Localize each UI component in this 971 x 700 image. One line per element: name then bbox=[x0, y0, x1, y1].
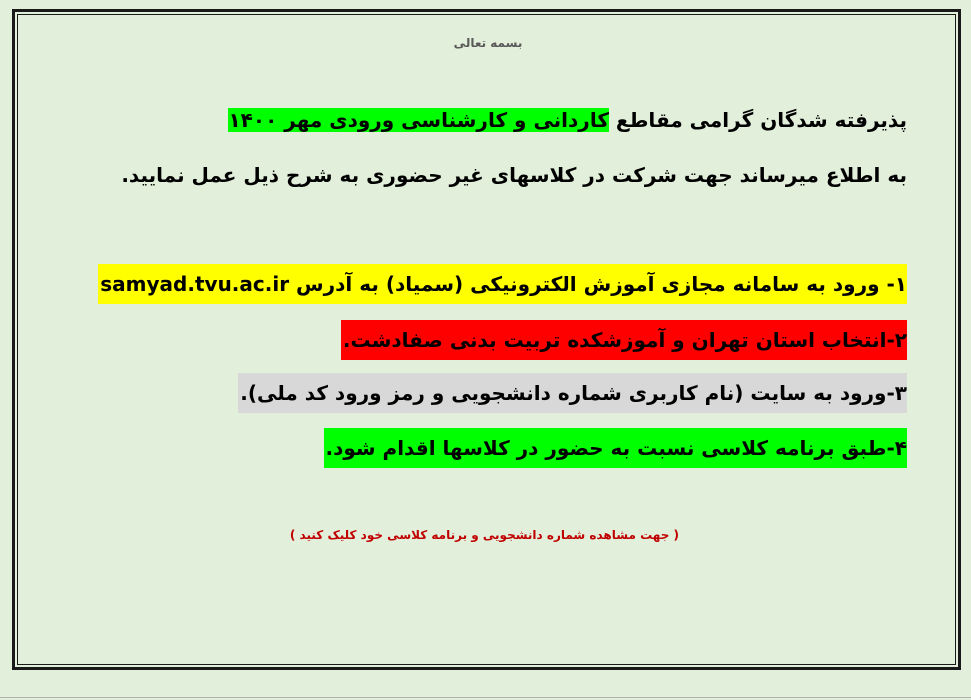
intro-line-1 bbox=[228, 101, 907, 139]
step-4-attend-classes: ۴-طبق برنامه کلاسی نسبت به حضور در کلاسها اقدام شود. bbox=[324, 428, 908, 468]
step-2-select-province: ۲-انتخاب استان تهران و آموزشکده تربیت بدنی صفادشت. bbox=[341, 320, 907, 360]
step-1-text: ۱- ورود به سامانه مجازی آموزش الکترونیکی (سمیاد) به آدرس bbox=[289, 272, 907, 296]
intro-line-1-text: پذیرفته شدگان گرامی مقاطع bbox=[608, 108, 907, 132]
step-1-login-samyad bbox=[98, 264, 907, 304]
bottom-divider bbox=[0, 697, 971, 698]
document-heading: بسمه تعالی bbox=[453, 36, 523, 50]
intro-line-2: به اطلاع میرساند جهت شرکت در کلاسهای غیر حضوری به شرح ذیل عمل نمایید. bbox=[121, 163, 907, 187]
intro-line-1-highlight: کاردانی و کارشناسی ورودی مهر ۱۴۰۰ bbox=[228, 108, 609, 132]
samyad-url-link[interactable]: samyad.tvu.ac.ir bbox=[100, 272, 290, 296]
student-schedule-link[interactable]: ( جهت مشاهده شماره دانشجویی و برنامه کلاسی خود کلیک کنید ) bbox=[289, 528, 679, 542]
step-3-site-login: ۳-ورود به سایت (نام کاربری شماره دانشجویی و رمز ورود کد ملی). bbox=[238, 373, 907, 413]
